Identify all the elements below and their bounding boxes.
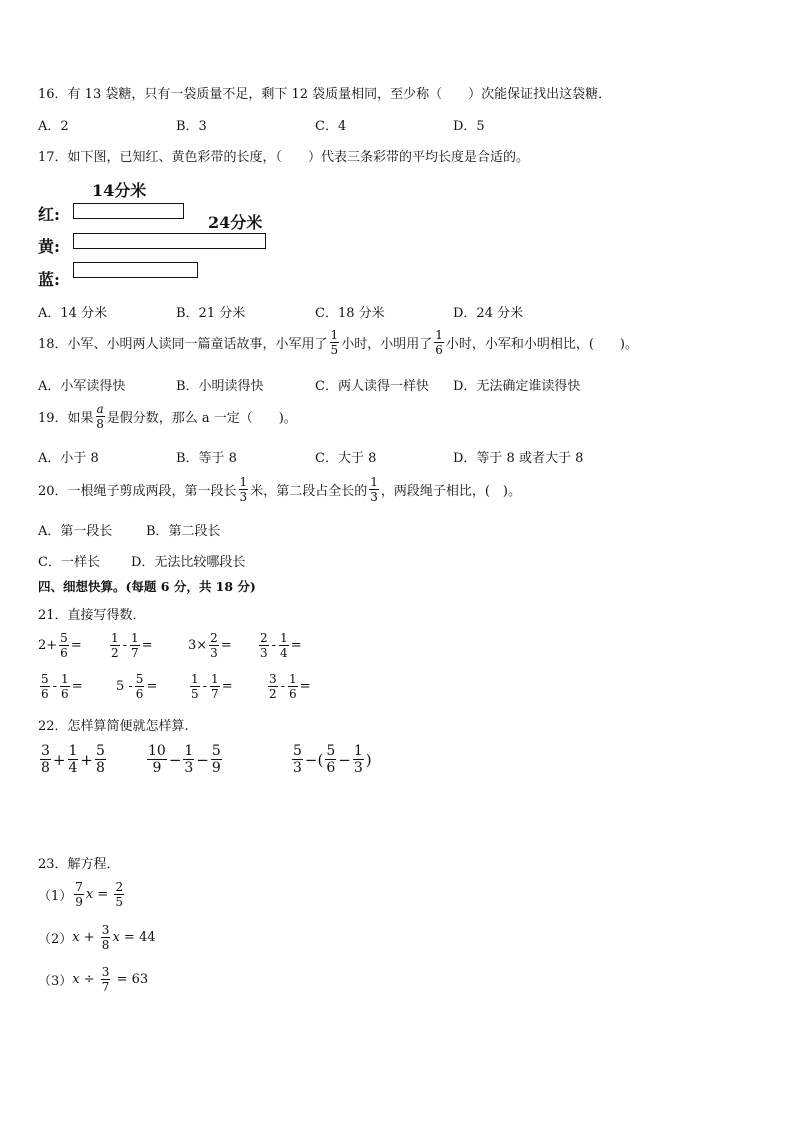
- fraction-numerator: 3: [41, 743, 50, 759]
- q21-item-4: [257, 632, 302, 659]
- fraction: [353, 744, 364, 775]
- equals-sign: =: [146, 679, 158, 694]
- q20-f1-num: 1: [239, 475, 248, 489]
- fraction-numerator: 2: [115, 880, 124, 894]
- fraction-denominator: 6: [326, 760, 336, 776]
- fraction-numerator: 1: [211, 672, 219, 686]
- variable-x: x: [72, 972, 80, 987]
- fraction-numerator: 3: [101, 965, 110, 979]
- fraction-denominator: 6: [135, 687, 144, 701]
- equation-number: （3）: [38, 974, 73, 989]
- fraction-denominator: 3: [210, 646, 218, 660]
- q21-item-6: [116, 673, 157, 700]
- q22-expression-2: [145, 744, 224, 775]
- equals-sign: =: [220, 638, 232, 653]
- q18-option-a[interactable]: A．小军读得快: [38, 379, 126, 394]
- q17-option-c[interactable]: C．18 分米: [315, 306, 385, 321]
- q20-f2-num: 1: [370, 475, 378, 489]
- equals-sign: =: [141, 638, 153, 653]
- fraction-numerator: 5: [41, 672, 49, 686]
- equals-sign: =: [299, 679, 311, 694]
- fraction: [325, 744, 336, 775]
- fraction: [211, 744, 222, 775]
- q18-f2-den: 6: [435, 343, 443, 357]
- variable-x: x: [112, 930, 120, 945]
- fraction-denominator: 9: [211, 760, 221, 776]
- q20-option-a[interactable]: A．第一段长: [38, 524, 113, 539]
- q23-stem: 23．解方程．: [38, 857, 120, 872]
- q16-stem: 16．有 13 袋糖，只有一袋质量不足，剩下 12 袋质量相同，至少称（ ）次能保证找出这袋糖．: [38, 87, 612, 102]
- fraction: [279, 632, 289, 659]
- q22-expression-3: [290, 744, 372, 775]
- operator: -: [271, 638, 277, 653]
- fraction-numerator: 1: [191, 672, 199, 686]
- q19-stem: [38, 403, 297, 430]
- q19-f-num: a: [96, 402, 104, 416]
- fraction-numerator: 2: [210, 631, 218, 645]
- fraction-denominator: 8: [101, 938, 110, 952]
- fraction: [110, 632, 120, 659]
- fraction: [40, 673, 50, 700]
- variable-x: x: [85, 887, 94, 902]
- fraction-denominator: 2: [268, 687, 277, 701]
- q20-stem: [38, 476, 521, 503]
- fraction: [101, 966, 111, 993]
- q16-option-c[interactable]: C．4: [315, 119, 347, 134]
- fraction-numerator: 5: [326, 743, 336, 759]
- q21-item-1-prefix: 2+: [38, 638, 58, 653]
- fraction-numerator: 5: [96, 743, 105, 759]
- red-label: 红:: [38, 205, 60, 224]
- variable-x: x: [72, 930, 80, 945]
- yellow-length-label: 24分米: [208, 213, 263, 232]
- q20-text-2: 米，第二段占全长的: [250, 484, 368, 499]
- q21-item-3: [188, 632, 232, 659]
- fraction: [259, 632, 269, 659]
- q20-text-1: 20．一根绳子剪成两段，第一段长: [38, 484, 237, 499]
- fraction-denominator: 3: [184, 760, 194, 776]
- fraction-numerator: 7: [75, 880, 83, 894]
- operator: -: [280, 679, 286, 694]
- fraction-denominator: 3: [293, 760, 302, 776]
- q17-option-b[interactable]: B．21 分米: [176, 306, 246, 321]
- q20-fraction-1: [239, 476, 249, 503]
- q18-text-3: 小时，小军和小明相比，( )。: [445, 337, 638, 352]
- q20-option-d[interactable]: D．无法比较哪段长: [131, 555, 246, 570]
- operator: −: [196, 750, 209, 769]
- q16-option-b[interactable]: B．3: [176, 119, 207, 134]
- operator: −: [168, 750, 182, 769]
- q18-fraction-1: [330, 329, 340, 356]
- equals-sign: =: [93, 887, 113, 902]
- fraction: [60, 673, 70, 700]
- q20-f2-den: 3: [370, 490, 378, 504]
- fraction-numerator: 1: [68, 743, 78, 759]
- equation-number: （2）: [38, 932, 73, 947]
- fraction-numerator: 3: [269, 672, 277, 686]
- q23-equation-3: [38, 966, 148, 993]
- q22-stem: 22．怎样算简便就怎样算.: [38, 719, 189, 734]
- fraction: [268, 673, 278, 700]
- fraction-numerator: 5: [293, 743, 302, 759]
- operator: +: [80, 750, 93, 769]
- q19-option-c[interactable]: C．大于 8: [315, 451, 377, 466]
- equals-sign: =: [71, 679, 83, 694]
- equals-sign: =: [70, 638, 82, 653]
- q17-option-d[interactable]: D．24 分米: [453, 306, 524, 321]
- q18-fraction-2: [434, 329, 444, 356]
- section-4-title: 四、细想快算。(每题 6 分，共 18 分): [38, 579, 256, 594]
- q21-stem: 21．直接写得数．: [38, 608, 146, 623]
- fraction-denominator: 7: [211, 687, 219, 701]
- q18-f1-den: 5: [330, 343, 339, 357]
- fraction-denominator: 4: [68, 760, 78, 776]
- q18-text-1: 18．小军、小明两人读同一篇童话故事，小军用了: [38, 337, 328, 352]
- blue-ribbon-bar: [73, 262, 198, 278]
- fraction-denominator: 2: [110, 646, 119, 660]
- q18-option-b[interactable]: B．小明读得快: [176, 379, 264, 394]
- q19-option-d[interactable]: D．等于 8 或者大于 8: [453, 451, 584, 466]
- q20-text-3: ，两段绳子相比，( )。: [380, 484, 521, 499]
- fraction-numerator: 1: [280, 631, 288, 645]
- q19-option-b[interactable]: B．等于 8: [176, 451, 237, 466]
- q19-option-a[interactable]: A．小于 8: [38, 451, 99, 466]
- operator: +: [79, 930, 99, 945]
- q21-item-1: [38, 632, 82, 659]
- q21-item-2: [108, 632, 153, 659]
- fraction-denominator: 7: [101, 980, 110, 994]
- operator: -: [52, 679, 58, 694]
- fraction-denominator: 3: [353, 760, 363, 776]
- blue-label: 蓝:: [38, 270, 60, 289]
- operator: −: [304, 750, 318, 769]
- fraction: [114, 881, 124, 908]
- q18-f1-num: 1: [330, 328, 339, 342]
- q21-item-3-prefix: 3×: [188, 638, 208, 653]
- q21-item-6-prefix: 5 -: [116, 679, 133, 694]
- fraction-denominator: 9: [75, 895, 83, 909]
- fraction-numerator: 5: [135, 672, 144, 686]
- fraction-denominator: 9: [152, 760, 162, 776]
- equation-rhs: = 63: [112, 972, 149, 987]
- left-paren: (: [317, 750, 324, 769]
- fraction-denominator: 6: [61, 687, 69, 701]
- q19-f-den: 8: [96, 417, 104, 431]
- fraction-denominator: 5: [115, 895, 124, 909]
- fraction: [95, 744, 106, 775]
- equation-number: （1）: [38, 889, 73, 904]
- operator: ÷: [79, 972, 99, 987]
- fraction-denominator: 6: [40, 687, 49, 701]
- q18-option-d[interactable]: D．无法确定谁读得快: [453, 379, 581, 394]
- q21-item-7: [188, 673, 233, 700]
- fraction-numerator: 2: [260, 631, 268, 645]
- right-paren: ): [365, 750, 372, 769]
- fraction: [147, 744, 167, 775]
- red-length-label: 14分米: [92, 181, 147, 200]
- q18-f2-num: 1: [435, 328, 443, 342]
- q18-text-2: 小时，小明用了: [341, 337, 433, 352]
- fraction-numerator: 1: [353, 743, 363, 759]
- fraction: [130, 632, 140, 659]
- q16-option-a[interactable]: A．2: [38, 119, 69, 134]
- fraction: [183, 744, 194, 775]
- fraction: [68, 744, 79, 775]
- q19-text-2: 是假分数，那么 a 一定（ )。: [106, 411, 297, 426]
- fraction-denominator: 7: [131, 646, 139, 660]
- q18-stem: [38, 329, 638, 356]
- fraction: [190, 673, 200, 700]
- q20-option-c[interactable]: C．一样长: [38, 555, 100, 570]
- fraction: [74, 881, 84, 908]
- fraction-numerator: 5: [60, 631, 68, 645]
- q21-item-5: [38, 673, 83, 700]
- fraction-numerator: 5: [211, 743, 221, 759]
- red-ribbon-bar: [73, 203, 184, 219]
- fraction-numerator: 1: [131, 631, 139, 645]
- fraction-numerator: 1: [61, 672, 69, 686]
- q20-f1-den: 3: [239, 490, 248, 504]
- fraction-denominator: 8: [41, 760, 50, 776]
- operator: +: [52, 750, 66, 769]
- fraction-denominator: 3: [259, 646, 268, 660]
- q21-item-1-fraction: [59, 632, 69, 659]
- q20-option-b[interactable]: B．第二段长: [146, 524, 221, 539]
- fraction-denominator: 5: [190, 687, 199, 701]
- fraction: [292, 744, 303, 775]
- fraction: [210, 673, 220, 700]
- fraction-denominator: 8: [96, 760, 105, 776]
- fraction: [209, 632, 219, 659]
- equals-sign: =: [290, 638, 302, 653]
- yellow-ribbon-bar: [73, 233, 266, 249]
- operator: -: [202, 679, 208, 694]
- q17-option-a[interactable]: A．14 分米: [38, 306, 108, 321]
- q17-stem: 17．如下图，已知红、黄色彩带的长度，（ ）代表三条彩带的平均长度是合适的。: [38, 150, 530, 165]
- fraction-numerator: 3: [101, 923, 110, 937]
- fraction: [288, 673, 298, 700]
- q19-text-1: 19．如果: [38, 411, 94, 426]
- fraction: [135, 673, 145, 700]
- q18-option-c[interactable]: C．两人读得一样快: [315, 379, 429, 394]
- fraction: [40, 744, 51, 775]
- fraction-numerator: 1: [289, 672, 297, 686]
- q23-equation-1: [38, 881, 126, 908]
- fraction-numerator: 10: [148, 743, 166, 759]
- operator: −: [338, 750, 351, 769]
- q19-fraction: [96, 403, 105, 430]
- q21-item-8: [266, 673, 311, 700]
- q20-fraction-2: [369, 476, 379, 503]
- fraction-numerator: 1: [184, 743, 194, 759]
- q23-equation-2: [38, 924, 155, 951]
- q22-expression-1: [38, 744, 108, 775]
- operator: -: [122, 638, 128, 653]
- fraction-denominator: 6: [289, 687, 297, 701]
- equation-rhs: = 44: [119, 930, 156, 945]
- fraction: [101, 924, 111, 951]
- fraction-denominator: 4: [280, 646, 288, 660]
- fraction-numerator: 1: [111, 631, 119, 645]
- q16-option-d[interactable]: D．5: [453, 119, 485, 134]
- fraction-denominator: 6: [60, 646, 68, 660]
- equals-sign: =: [221, 679, 233, 694]
- yellow-label: 黄:: [38, 237, 60, 256]
